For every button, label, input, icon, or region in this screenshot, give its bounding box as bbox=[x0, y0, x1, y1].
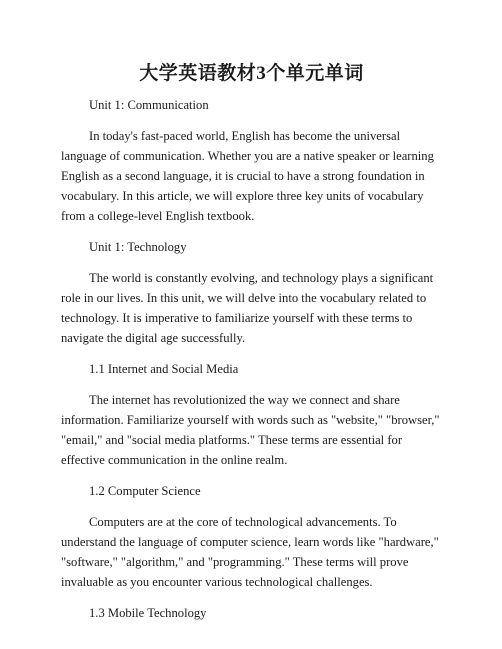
section-heading-communication: Unit 1: Communication bbox=[89, 98, 209, 112]
document-title: 大学英语教材3个单元单词 bbox=[139, 63, 364, 84]
section-heading-technology: Unit 1: Technology bbox=[89, 240, 187, 254]
subsection-heading-internet: 1.1 Internet and Social Media bbox=[89, 362, 239, 376]
paragraph-computer-science: Computers are at the core of technological advancements. To understand the language of computer science, learn words like "hardware," "software," "algorithm," and "programming." These terms will prove invaluable as you encounter various technological challenges. bbox=[61, 515, 439, 589]
paragraph-technology: The world is constantly evolving, and technology plays a significant role in our lives. In this unit, we will delve into the vocabulary related to technology. It is imperative to familiarize yourself with these terms to navigate the digital age successfully. bbox=[61, 271, 434, 345]
paragraph-internet: The internet has revolutionized the way we connect and share information. Familiarize yourself with words such as "website," "browser," "email," and "social media platforms." These terms are essential for effective communication in the online realm. bbox=[61, 393, 440, 467]
paragraph-intro: In today's fast-paced world, English has become the universal language of communication. Whether you are a native speaker or learning English as a second language, it is crucial to have a strong foundation in vocabulary. In this article, we will explore three key units of vocabulary from a college-level English textbook. bbox=[61, 129, 434, 223]
subsection-heading-mobile: 1.3 Mobile Technology bbox=[89, 606, 207, 620]
subsection-heading-computer-science: 1.2 Computer Science bbox=[89, 484, 201, 498]
